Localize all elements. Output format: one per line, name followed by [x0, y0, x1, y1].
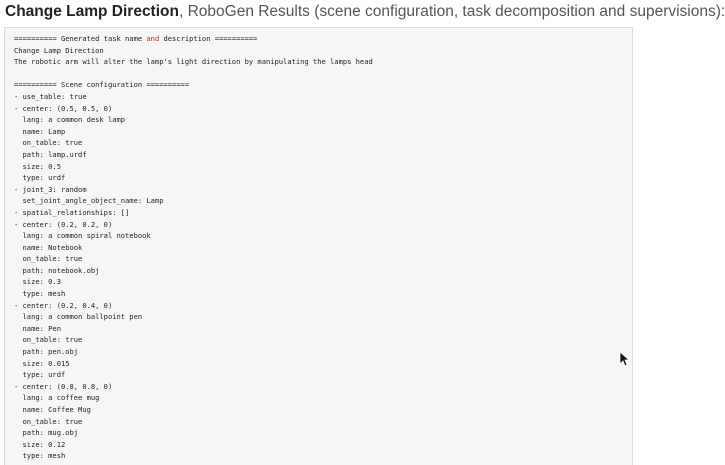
code-line: Change Lamp Direction [14, 45, 104, 55]
code-lines [14, 45, 373, 462]
code-line: - center: (0.5, 0.5, 0) [14, 103, 113, 113]
code-line: set_joint_angle_object_name: Lamp [14, 196, 164, 206]
code-line: size: 0.12 [14, 439, 66, 449]
code-line: ========== Scene configuration ========== [14, 80, 190, 90]
code-line: path: mug.obj [14, 428, 79, 438]
code-line: path: notebook.obj [14, 265, 100, 275]
code-line: path: lamp.urdf [14, 149, 87, 159]
code-line: The robotic arm will alter the lamp's light direction by manipulating the lamps head [14, 57, 373, 67]
code-line: lang: a common ballpoint pen [14, 312, 143, 322]
code-block [14, 33, 373, 462]
results-subtitle: , RoboGen Results (scene configuration, task decomposition and supervisions): [178, 3, 725, 20]
code-line: path: pen.obj [14, 347, 79, 357]
code-line: on_table: true [14, 254, 83, 264]
code-line: on_table: true [14, 335, 83, 345]
header-text-before: ========== Generated task name [14, 34, 147, 43]
header-text-after: description ========== [159, 34, 258, 43]
code-line: type: mesh [14, 289, 66, 299]
header-keyword: and [146, 34, 160, 43]
code-line: type: mesh [14, 451, 66, 461]
code-line: name: Lamp [14, 126, 66, 136]
code-line: - center: (0.2, 0.4, 0) [14, 300, 113, 310]
code-line: - use_table: true [14, 91, 87, 101]
results-code-panel[interactable] [4, 27, 633, 465]
page-heading [5, 1, 725, 23]
code-line: on_table: true [14, 416, 83, 426]
code-line: - joint_3: random [14, 184, 87, 194]
code-line: size: 0.015 [14, 358, 70, 368]
code-line: size: 0.3 [14, 277, 61, 287]
code-line: - spatial_relationships: [] [14, 207, 130, 217]
section-header-line [14, 33, 373, 45]
code-line [14, 68, 373, 80]
code-line: lang: a common desk lamp [14, 115, 126, 125]
code-line: name: Notebook [14, 242, 83, 252]
code-line: lang: a coffee mug [14, 393, 100, 403]
code-line: on_table: true [14, 138, 83, 148]
code-line: - center: (0.2, 0.2, 0) [14, 219, 113, 229]
code-line: type: urdf [14, 370, 66, 380]
code-line: - center: (0.8, 0.8, 0) [14, 381, 113, 391]
code-line: name: Coffee Mug [14, 405, 91, 414]
task-title: Change Lamp Direction [5, 3, 179, 20]
code-line: type: urdf [14, 173, 66, 183]
code-line: size: 0.5 [14, 161, 61, 171]
code-line: lang: a common spiral notebook [14, 231, 151, 241]
code-line: name: Pen [14, 323, 61, 333]
mouse-pointer-icon [619, 351, 631, 367]
